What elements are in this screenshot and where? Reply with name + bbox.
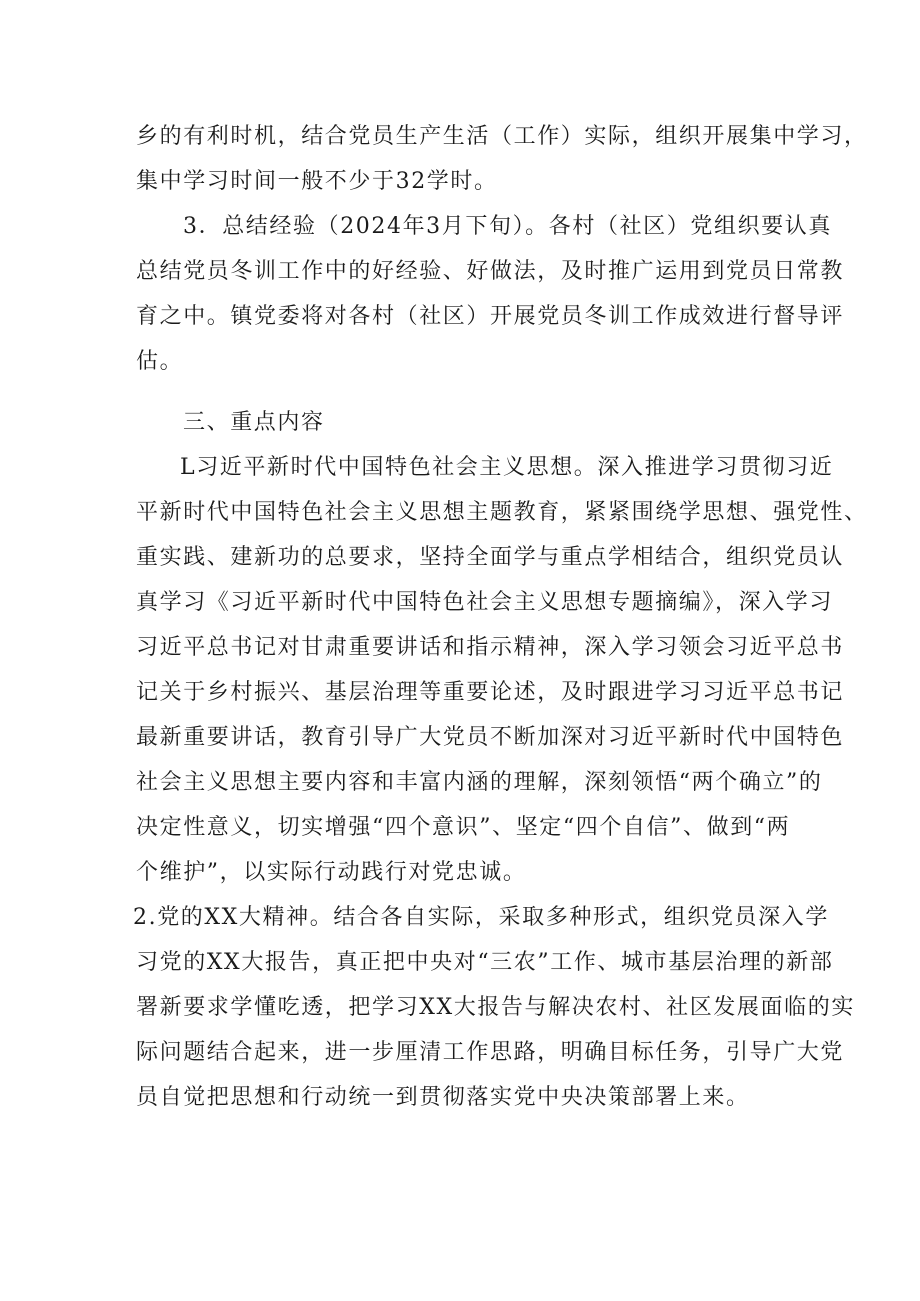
body-text-line: 习党的XX大报告，真正把中央对“三农”工作、城市基层治理的新部 xyxy=(136,950,834,975)
section-heading: 三、重点内容 xyxy=(183,410,325,435)
body-text-line: 个维护”，以实际行动践行对党忠诚。 xyxy=(136,860,527,885)
body-text-line: 集中学习时间一般不少于32学时。 xyxy=(136,169,498,194)
body-text-line: 估。 xyxy=(136,349,184,374)
body-text-line: 最新重要讲话，教育引导广大党员不断加深对习近平新时代中国特色 xyxy=(136,725,845,750)
body-text-line: 3．总结经验（2024年3月下旬）。各村（社区）党组织要认真 xyxy=(183,214,832,239)
body-text-line: 记关于乡村振兴、基层治理等重要论述，及时跟进学习习近平总书记 xyxy=(136,680,845,705)
body-text-line: 平新时代中国特色社会主义思想主题教育，紧紧围绕学思想、强党性、 xyxy=(136,500,868,525)
body-text-line: 总结党员冬训工作中的好经验、好做法，及时推广运用到党员日常教 xyxy=(136,259,845,284)
body-text-line: 决定性意义，切实增强“四个意识”、坚定“四个自信”、做到“两 xyxy=(136,815,791,840)
body-text-line: 社会主义思想主要内容和丰富内涵的理解，深刻领悟“两个确立”的 xyxy=(136,770,823,795)
body-text-line: 习近平总书记对甘肃重要讲话和指示精神，深入学习领会习近平总书 xyxy=(136,635,845,660)
body-text-line: L习近平新时代中国特色社会主义思想。深入推进学习贯彻习近 xyxy=(180,455,834,480)
body-text-line: 育之中。镇党委将对各村（社区）开展党员冬训工作成效进行督导评 xyxy=(136,304,845,329)
body-text-line: 重实践、建新功的总要求，坚持全面学与重点学相结合，组织党员认 xyxy=(136,545,845,570)
body-text-line: 2.党的XX大精神。结合各自实际，采取多种形式，组织党员深入学 xyxy=(133,905,829,930)
body-text-line: 真学习《习近平新时代中国特色社会主义思想专题摘编》，深入学习 xyxy=(136,590,834,615)
body-text-line: 员自觉把思想和行动统一到贯彻落实党中央决策部署上来。 xyxy=(136,1085,750,1110)
body-text-line: 际问题结合起来，进一步厘清工作思路，明确目标任务，引导广大党 xyxy=(136,1040,845,1065)
body-text-line: 乡的有利时机，结合党员生产生活（工作）实际，组织开展集中学习， xyxy=(136,124,868,149)
body-text-line: 署新要求学懂吃透，把学习XX大报告与解决农村、社区发展面临的实 xyxy=(136,995,855,1020)
